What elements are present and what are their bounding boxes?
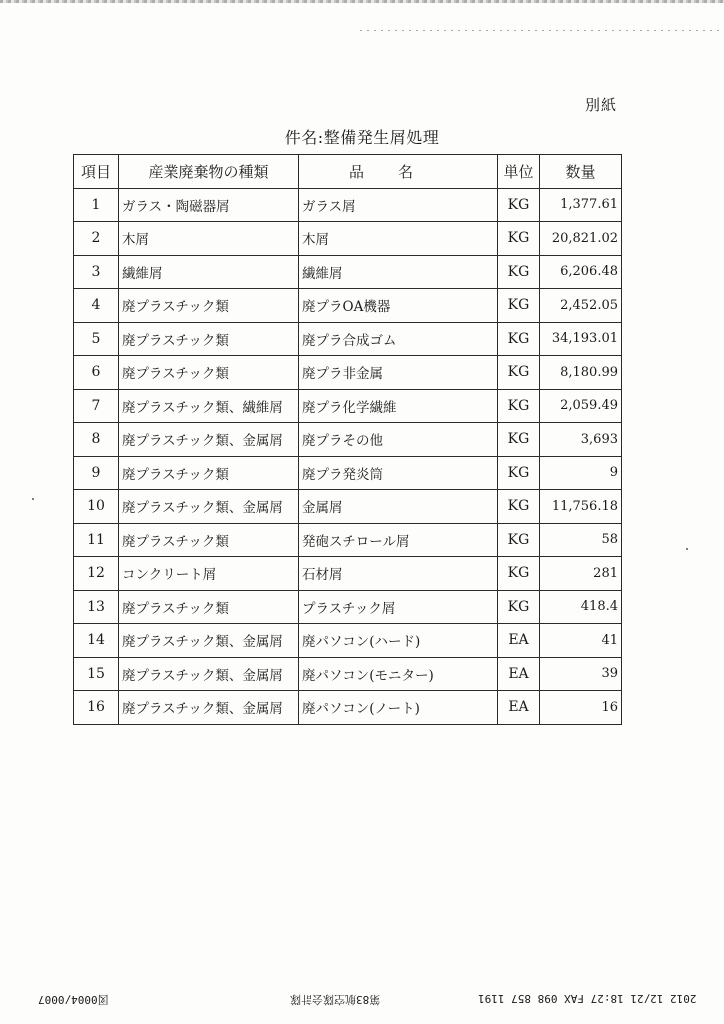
cell-unit: KG [498, 456, 540, 490]
cell-item-name: 石材屑 [299, 557, 498, 591]
cell-quantity: 2,059.49 [540, 389, 622, 423]
table-header-row [74, 155, 622, 189]
cell-waste-type: 廃プラスチック類 [119, 456, 299, 490]
cell-item-name: 廃プラ化学繊維 [299, 389, 498, 423]
cell-waste-type: 廃プラスチック類 [119, 590, 299, 624]
cell-quantity: 8,180.99 [540, 356, 622, 390]
cell-item-name: 廃パソコン(ハード) [299, 624, 498, 658]
cell-item-name: 廃プラ合成ゴム [299, 322, 498, 356]
table-row [74, 657, 622, 691]
table-row [74, 322, 622, 356]
cell-item-name: 金属屑 [299, 490, 498, 524]
cell-waste-type: 廃プラスチック類 [119, 356, 299, 390]
table-row [74, 389, 622, 423]
header-item-name: 品名 [299, 155, 498, 189]
fax-footer-sender: 第83航空隊会計隊 [290, 993, 381, 1006]
cell-unit: KG [498, 222, 540, 256]
cell-unit: KG [498, 188, 540, 222]
table-row [74, 557, 622, 591]
cell-unit: KG [498, 557, 540, 591]
cell-unit: KG [498, 255, 540, 289]
cell-unit: KG [498, 389, 540, 423]
cell-unit: KG [498, 590, 540, 624]
table-row [74, 590, 622, 624]
table-row [74, 255, 622, 289]
cell-item-name: 廃パソコン(ノート) [299, 691, 498, 725]
cell-quantity: 281 [540, 557, 622, 591]
cell-item-number: 7 [74, 389, 119, 423]
cell-item-number: 10 [74, 490, 119, 524]
cell-quantity: 41 [540, 624, 622, 658]
cell-unit: EA [498, 691, 540, 725]
cell-item-number: 16 [74, 691, 119, 725]
cell-unit: KG [498, 289, 540, 323]
cell-item-name: 廃プラ非金属 [299, 356, 498, 390]
table-row [74, 490, 622, 524]
cell-item-number: 5 [74, 322, 119, 356]
scan-speck [686, 548, 688, 550]
cell-waste-type: 廃プラスチック類 [119, 523, 299, 557]
cell-unit: KG [498, 523, 540, 557]
cell-item-name: 廃プラその他 [299, 423, 498, 457]
cell-item-number: 1 [74, 188, 119, 222]
cell-unit: KG [498, 322, 540, 356]
cell-waste-type: 廃プラスチック類、金属屑 [119, 624, 299, 658]
cell-item-name: プラスチック屑 [299, 590, 498, 624]
waste-disposal-table [73, 154, 622, 725]
cell-item-name: 繊維屑 [299, 255, 498, 289]
cell-item-name: 廃プラ発炎筒 [299, 456, 498, 490]
document-subject: 件名:整備発生屑処理 [284, 128, 440, 147]
fax-footer [0, 992, 724, 1008]
cell-quantity: 34,193.01 [540, 322, 622, 356]
table-body [74, 188, 622, 724]
cell-item-number: 6 [74, 356, 119, 390]
cell-quantity: 58 [540, 523, 622, 557]
cell-unit: EA [498, 657, 540, 691]
fax-scan-edge [0, 0, 724, 3]
cell-quantity: 11,756.18 [540, 490, 622, 524]
table-row [74, 222, 622, 256]
cell-item-number: 4 [74, 289, 119, 323]
fax-footer-timestamp: 2012 12/21 18:27 FAX 098 857 1191 [478, 992, 697, 1005]
cell-waste-type: 木屑 [119, 222, 299, 256]
table-row [74, 356, 622, 390]
cell-item-name: 発砲スチロール屑 [299, 523, 498, 557]
cell-quantity: 1,377.61 [540, 188, 622, 222]
table-row [74, 624, 622, 658]
cell-item-name: 廃パソコン(モニター) [299, 657, 498, 691]
cell-item-name: ガラス屑 [299, 188, 498, 222]
cell-quantity: 16 [540, 691, 622, 725]
cell-unit: KG [498, 423, 540, 457]
cell-unit: KG [498, 490, 540, 524]
cell-quantity: 20,821.02 [540, 222, 622, 256]
table-row [74, 423, 622, 457]
header-unit: 単位 [498, 155, 540, 189]
table-row [74, 523, 622, 557]
cell-item-number: 8 [74, 423, 119, 457]
cell-waste-type: 廃プラスチック類、金属屑 [119, 423, 299, 457]
cell-quantity: 2,452.05 [540, 289, 622, 323]
fax-footer-right-text: 図0004/0007 [38, 993, 109, 1006]
cell-waste-type: 繊維屑 [119, 255, 299, 289]
cell-quantity: 3,693 [540, 423, 622, 457]
header-item-number: 項目 [74, 155, 119, 189]
table-row [74, 289, 622, 323]
table-row [74, 456, 622, 490]
cell-waste-type: ガラス・陶磁器屑 [119, 188, 299, 222]
cell-waste-type: 廃プラスチック類 [119, 289, 299, 323]
cell-item-number: 14 [74, 624, 119, 658]
cell-item-number: 9 [74, 456, 119, 490]
cell-waste-type: 廃プラスチック類、繊維屑 [119, 389, 299, 423]
fax-scan-noise [360, 30, 724, 31]
table-row [74, 691, 622, 725]
cell-quantity: 6,206.48 [540, 255, 622, 289]
cell-waste-type: 廃プラスチック類、金属屑 [119, 691, 299, 725]
cell-unit: KG [498, 356, 540, 390]
cell-waste-type: 廃プラスチック類 [119, 322, 299, 356]
cell-item-number: 15 [74, 657, 119, 691]
scan-speck [32, 498, 34, 500]
table-row [74, 188, 622, 222]
cell-item-number: 13 [74, 590, 119, 624]
cell-waste-type: コンクリート屑 [119, 557, 299, 591]
cell-waste-type: 廃プラスチック類、金属屑 [119, 657, 299, 691]
cell-item-name: 木屑 [299, 222, 498, 256]
cell-quantity: 39 [540, 657, 622, 691]
attachment-label: 別紙 [585, 96, 618, 114]
cell-item-number: 12 [74, 557, 119, 591]
header-waste-type: 産業廃棄物の種類 [119, 155, 299, 189]
cell-item-number: 2 [74, 222, 119, 256]
cell-waste-type: 廃プラスチック類、金属屑 [119, 490, 299, 524]
cell-item-name: 廃プラOA機器 [299, 289, 498, 323]
cell-item-number: 11 [74, 523, 119, 557]
cell-item-number: 3 [74, 255, 119, 289]
cell-quantity: 9 [540, 456, 622, 490]
header-quantity: 数量 [540, 155, 622, 189]
cell-quantity: 418.4 [540, 590, 622, 624]
cell-unit: EA [498, 624, 540, 658]
